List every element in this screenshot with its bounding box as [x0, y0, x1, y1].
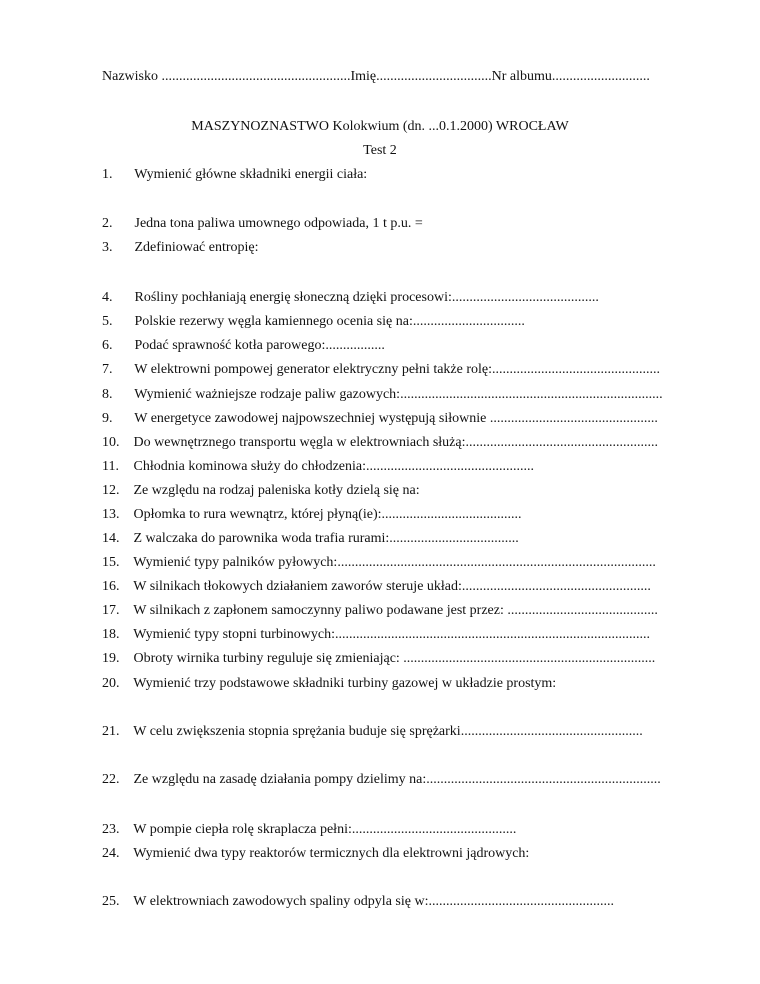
question-4 [102, 289, 599, 307]
question-24 [102, 845, 529, 863]
question-number: 5. [102, 314, 113, 329]
question-1 [102, 166, 367, 184]
question-number: 8. [102, 387, 113, 402]
question-number: 23. [102, 822, 120, 837]
student-info-line: Nazwisko ......................................................Imię.................................Nr albumu............................ [102, 69, 650, 84]
question-number: 18. [102, 627, 120, 642]
question-text: Opłomka to rura wewnątrz, której płyną(ie):........................................ [133, 507, 522, 522]
question-text: Zdefiniować entropię: [134, 240, 259, 255]
question-text: Podać sprawność kotła parowego:................. [134, 338, 385, 353]
question-text: W energetyce zawodowej najpowszechniej występują siłownie ................................................ [134, 411, 658, 426]
question-11 [102, 458, 534, 476]
question-10 [102, 434, 658, 452]
question-text: Ze względu na zasadę działania pompy dzielimy na:................................................................... [133, 772, 661, 787]
question-19 [102, 650, 655, 668]
question-number: 19. [102, 651, 120, 666]
question-3 [102, 239, 259, 257]
question-18 [102, 626, 650, 644]
question-text: Rośliny pochłaniają energię słoneczną dzięki procesowi:.......................................... [134, 290, 599, 305]
question-8 [102, 386, 663, 404]
question-text: Wymienić trzy podstawowe składniki turbiny gazowej w układzie prostym: [133, 676, 557, 691]
question-text: Wymienić ważniejsze rodzaje paliw gazowych:........................................................................... [134, 387, 663, 402]
question-text: Wymienić typy palników pyłowych:........................................................................................... [133, 555, 656, 570]
page-subtitle: Test 2 [363, 143, 397, 158]
question-5 [102, 313, 525, 331]
question-number: 10. [102, 435, 120, 450]
question-number: 7. [102, 362, 113, 377]
question-number: 3. [102, 240, 113, 255]
question-number: 11. [102, 459, 119, 474]
question-number: 12. [102, 483, 120, 498]
question-9 [102, 410, 658, 428]
question-15 [102, 554, 656, 572]
question-number: 20. [102, 676, 120, 691]
question-text: Ze względu na rodzaj paleniska kotły dzielą się na: [133, 483, 420, 498]
question-number: 13. [102, 507, 120, 522]
question-12 [102, 482, 420, 500]
question-text: W elektrowni pompowej generator elektryczny pełni także rolę:................................................ [134, 362, 661, 377]
question-13 [102, 506, 522, 524]
question-23 [102, 821, 516, 839]
question-text: W silnikach tłokowych działaniem zaworów steruje układ:...................................................... [133, 579, 651, 594]
question-text: Chłodnia kominowa służy do chłodzenia:................................................ [133, 459, 535, 474]
question-number: 21. [102, 724, 120, 739]
question-text: W silnikach z zapłonem samoczynny paliwo podawane jest przez: ........................................... [133, 603, 658, 618]
question-number: 1. [102, 167, 113, 182]
question-25 [102, 893, 614, 911]
question-text: Z walczaka do parownika woda trafia rurami:..................................... [133, 531, 519, 546]
page-title: MASZYNOZNASTWO Kolokwium (dn. ...0.1.2000) WROCŁAW [191, 119, 569, 134]
question-text: W celu zwiększenia stopnia sprężania buduje się sprężarki.................................................... [133, 724, 643, 739]
question-2 [102, 215, 423, 233]
question-22 [102, 771, 661, 789]
question-text: Wymienić dwa typy reaktorów termicznych dla elektrowni jądrowych: [133, 846, 530, 861]
question-number: 14. [102, 531, 120, 546]
question-number: 22. [102, 772, 120, 787]
question-number: 16. [102, 579, 120, 594]
question-text: Wymienić główne składniki energii ciała: [134, 167, 368, 182]
question-6 [102, 337, 385, 355]
question-number: 4. [102, 290, 113, 305]
question-text: Do wewnętrznego transportu węgla w elektrowniach służą:....................................................... [133, 435, 658, 450]
question-21 [102, 723, 643, 741]
question-text: Jedna tona paliwa umownego odpowiada, 1 t p.u. = [134, 216, 423, 231]
question-7 [102, 361, 660, 379]
question-16 [102, 578, 651, 596]
question-number: 9. [102, 411, 113, 426]
question-number: 15. [102, 555, 120, 570]
question-text: W elektrowniach zawodowych spaliny odpyla się w:..................................................... [133, 894, 614, 909]
question-17 [102, 602, 658, 620]
question-text: W pompie ciepła rolę skraplacza pełni:............................................... [133, 822, 517, 837]
question-text: Polskie rezerwy węgla kamiennego ocenia się na:................................ [134, 314, 525, 329]
question-number: 2. [102, 216, 113, 231]
question-number: 6. [102, 338, 113, 353]
question-14 [102, 530, 519, 548]
question-text: Obroty wirnika turbiny reguluje się zmieniając: ........................................................................ [133, 651, 656, 666]
question-20 [102, 675, 556, 693]
question-number: 25. [102, 894, 120, 909]
question-number: 24. [102, 846, 120, 861]
question-text: Wymienić typy stopni turbinowych:.......................................................................................... [133, 627, 650, 642]
question-number: 17. [102, 603, 120, 618]
